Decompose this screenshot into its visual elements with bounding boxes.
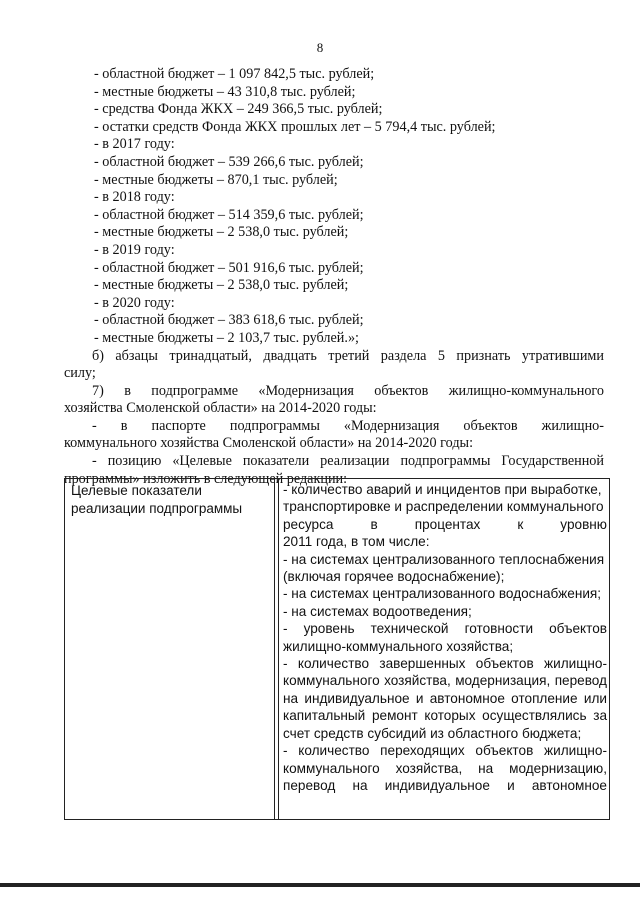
table-right-line: (включая горячее водоснабжение); (283, 569, 505, 585)
table-left-line: Целевые показатели (71, 483, 202, 498)
table-right-line: - количество завершенных объектов жилищно- (283, 656, 607, 672)
text-line: - местные бюджеты – 2 538,0 тыс. рублей; (94, 277, 349, 294)
text-line: программы» изложить в следующей редакции: (64, 470, 348, 487)
text-line: коммунального хозяйства Смоленской области» на 2014-2020 годы: (64, 435, 474, 452)
page-number: 8 (316, 40, 324, 55)
table-right-line: транспортировке и распределении коммунального (283, 499, 604, 515)
table-right-line: 2011 года, в том числе: (283, 534, 430, 550)
text-line: - средства Фонда ЖКХ – 249 366,5 тыс. рублей; (94, 101, 383, 118)
text-line: силу; (64, 365, 96, 382)
table-right-cell (283, 481, 607, 794)
text-line: - в 2018 году: (94, 189, 175, 206)
table-right-line: жилищно-коммунального хозяйства; (283, 638, 514, 654)
text-line: - в 2019 году: (94, 241, 175, 258)
table-right-line: коммунального хозяйства, на модернизацию, (283, 760, 607, 776)
text-line: - областной бюджет – 539 266,6 тыс. рублей; (94, 153, 364, 170)
bottom-border (0, 883, 640, 887)
text-line: хозяйства Смоленской области» на 2014-2020 годы: (64, 400, 377, 417)
table-right-line: - на системах централизованного теплоснабжения (283, 551, 605, 567)
table-right-line: - на системах централизованного водоснабжения; (283, 586, 602, 602)
table-right-line: капитальный ремонт которых осуществлялись за (283, 708, 607, 724)
table-right-line: коммунального хозяйства, модернизация, перевод (283, 673, 607, 689)
text-line: - местные бюджеты – 2 103,7 тыс. рублей.»; (94, 329, 359, 346)
table-right-line: на индивидуальное и автономное отопление или (283, 690, 607, 706)
table-right-line: счет средств субсидий из областного бюджета; (283, 725, 582, 741)
text-line: 7) в подпрограмме «Модернизация объектов жилищно-коммунального (92, 382, 604, 399)
table-left-cell (71, 482, 271, 517)
table-divider (274, 479, 279, 819)
text-line: - в 2020 году: (94, 294, 175, 311)
table-right-line: перевод на индивидуальное и автономное (283, 777, 607, 793)
table-right-line: - уровень технической готовности объектов (283, 621, 607, 637)
table-right-line: - количество переходящих объектов жилищно- (283, 743, 607, 759)
text-line: - местные бюджеты – 43 310,8 тыс. рублей; (94, 83, 356, 100)
table-left-line: реализации подпрограммы (71, 500, 243, 516)
text-line: б) абзацы тринадцатый, двадцать третий раздела 5 признать утратившими (92, 347, 604, 364)
text-line: - областной бюджет – 514 359,6 тыс. рублей; (94, 206, 364, 223)
text-line: - областной бюджет – 383 618,6 тыс. рублей; (94, 312, 364, 329)
indicators-table (64, 478, 610, 820)
text-line: - местные бюджеты – 870,1 тыс. рублей; (94, 171, 338, 188)
text-line: - остатки средств Фонда ЖКХ прошлых лет – 5 794,4 тыс. рублей; (94, 118, 496, 135)
table-right-line: ресурса в процентах к уровню (283, 516, 607, 532)
text-line: - областной бюджет – 1 097 842,5 тыс. рублей; (94, 66, 375, 82)
text-line: - в паспорте подпрограммы «Модернизация объектов жилищно- (92, 417, 604, 434)
text-line: - местные бюджеты – 2 538,0 тыс. рублей; (94, 224, 349, 241)
table-right-line: - на системах водоотведения; (283, 603, 472, 619)
text-line: - областной бюджет – 501 916,6 тыс. рублей; (94, 259, 364, 276)
table-right-line: - количество аварий и инцидентов при выработке, (283, 482, 602, 497)
text-line: - позицию «Целевые показатели реализации подпрограммы Государственной (92, 453, 604, 470)
body-text (64, 66, 604, 488)
text-line: - в 2017 году: (94, 136, 175, 153)
